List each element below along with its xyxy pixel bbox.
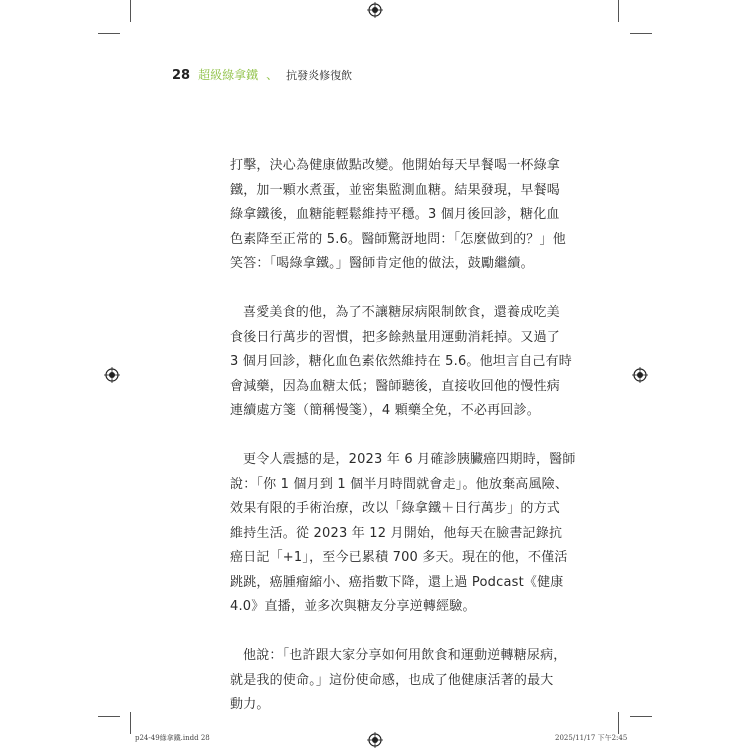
text-line: 維持生活。從 2023 年 12 月開始，他每天在臉書記錄抗 <box>230 525 563 541</box>
crop-mark-top-left <box>130 0 131 22</box>
paragraph <box>230 154 566 277</box>
text-line: 鐵，加一顆水煮蛋，並密集監測血糖。結果發現，早餐喝 <box>230 182 561 198</box>
text-line: 更令人震撼的是，2023 年 6 月確診胰臟癌四期時，醫師 <box>243 452 576 467</box>
crop-mark-right-top <box>630 33 652 34</box>
text-line: 效果有限的手術治療，改以「綠拿鐵＋日行萬步」的方式 <box>230 501 561 516</box>
text-line: 會減藥，因為血糖太低；醫師聽後，直接收回他的慢性病 <box>230 378 561 394</box>
running-head <box>172 66 352 82</box>
text-line: 3 個月回診，糖化血色素依然維持在 5.6。他坦言自己有時 <box>230 354 573 369</box>
paragraph <box>230 644 567 718</box>
slug-file-info: p24-49綠拿鐵.indd 28 <box>135 734 210 742</box>
page-number: 28 <box>172 68 191 83</box>
body-text <box>230 154 576 742</box>
slug-date-info: 2025/11/17 下午2:45 <box>555 734 628 742</box>
crop-mark-left-bottom <box>98 716 120 717</box>
text-line: 動力。 <box>230 697 270 712</box>
text-line: 說：「你 1 個月到 1 個半月時間就會走」。他放棄高風險、 <box>230 476 569 492</box>
crop-mark-right-bottom <box>630 716 652 717</box>
registration-mark-left-icon <box>104 367 120 383</box>
text-line: 色素降至正常的 5.6。醫師驚訝地問：「怎麼做到的？」他 <box>230 231 566 247</box>
text-line: 就是我的使命。」這份使命感，也成了他健康活著的最大 <box>230 672 554 688</box>
chapter-title: 抗發炎修復飲 <box>286 69 353 82</box>
text-line: 喜愛美食的他，為了不讓糖尿病限制飲食，還養成吃美 <box>243 305 560 320</box>
book-title: 超級綠拿鐵 <box>198 68 259 82</box>
text-line: 跳跳，癌腫瘤縮小、癌指數下降，還上過 Podcast《健康 <box>230 574 564 590</box>
text-line: 笑答：「喝綠拿鐵。」醫師肯定他的做法，鼓勵繼續。 <box>230 256 534 271</box>
crop-mark-top-right <box>618 0 619 22</box>
text-line: 打擊，決心為健康做點改變。他開始每天早餐喝一杯綠拿 <box>230 158 561 173</box>
text-line: 綠拿鐵後，血糖能輕鬆維持平穩。3 個月後回診，糖化血 <box>230 207 560 222</box>
title-separator: 、 <box>266 68 279 82</box>
text-line: 食後日行萬步的習慣，把多餘熱量用運動消耗掉。又過了 <box>230 329 561 345</box>
paragraph <box>230 448 576 620</box>
crop-mark-left-top <box>98 33 120 34</box>
text-line: 4.0》直播，並多次與糖友分享逆轉經驗。 <box>230 599 476 614</box>
registration-mark-right-icon <box>632 367 648 383</box>
paragraph <box>230 301 573 424</box>
text-line: 連續處方箋（簡稱慢箋），4 顆藥全免，不必再回診。 <box>230 403 540 418</box>
print-slug <box>0 730 750 744</box>
text-line: 他說：「也許跟大家分享如何用飲食和運動逆轉糖尿病， <box>243 648 567 663</box>
text-line: 癌日記「+1」，至今已累積 700 多天。現在的他，不僅活 <box>230 550 568 565</box>
registration-mark-top-icon <box>367 2 383 18</box>
